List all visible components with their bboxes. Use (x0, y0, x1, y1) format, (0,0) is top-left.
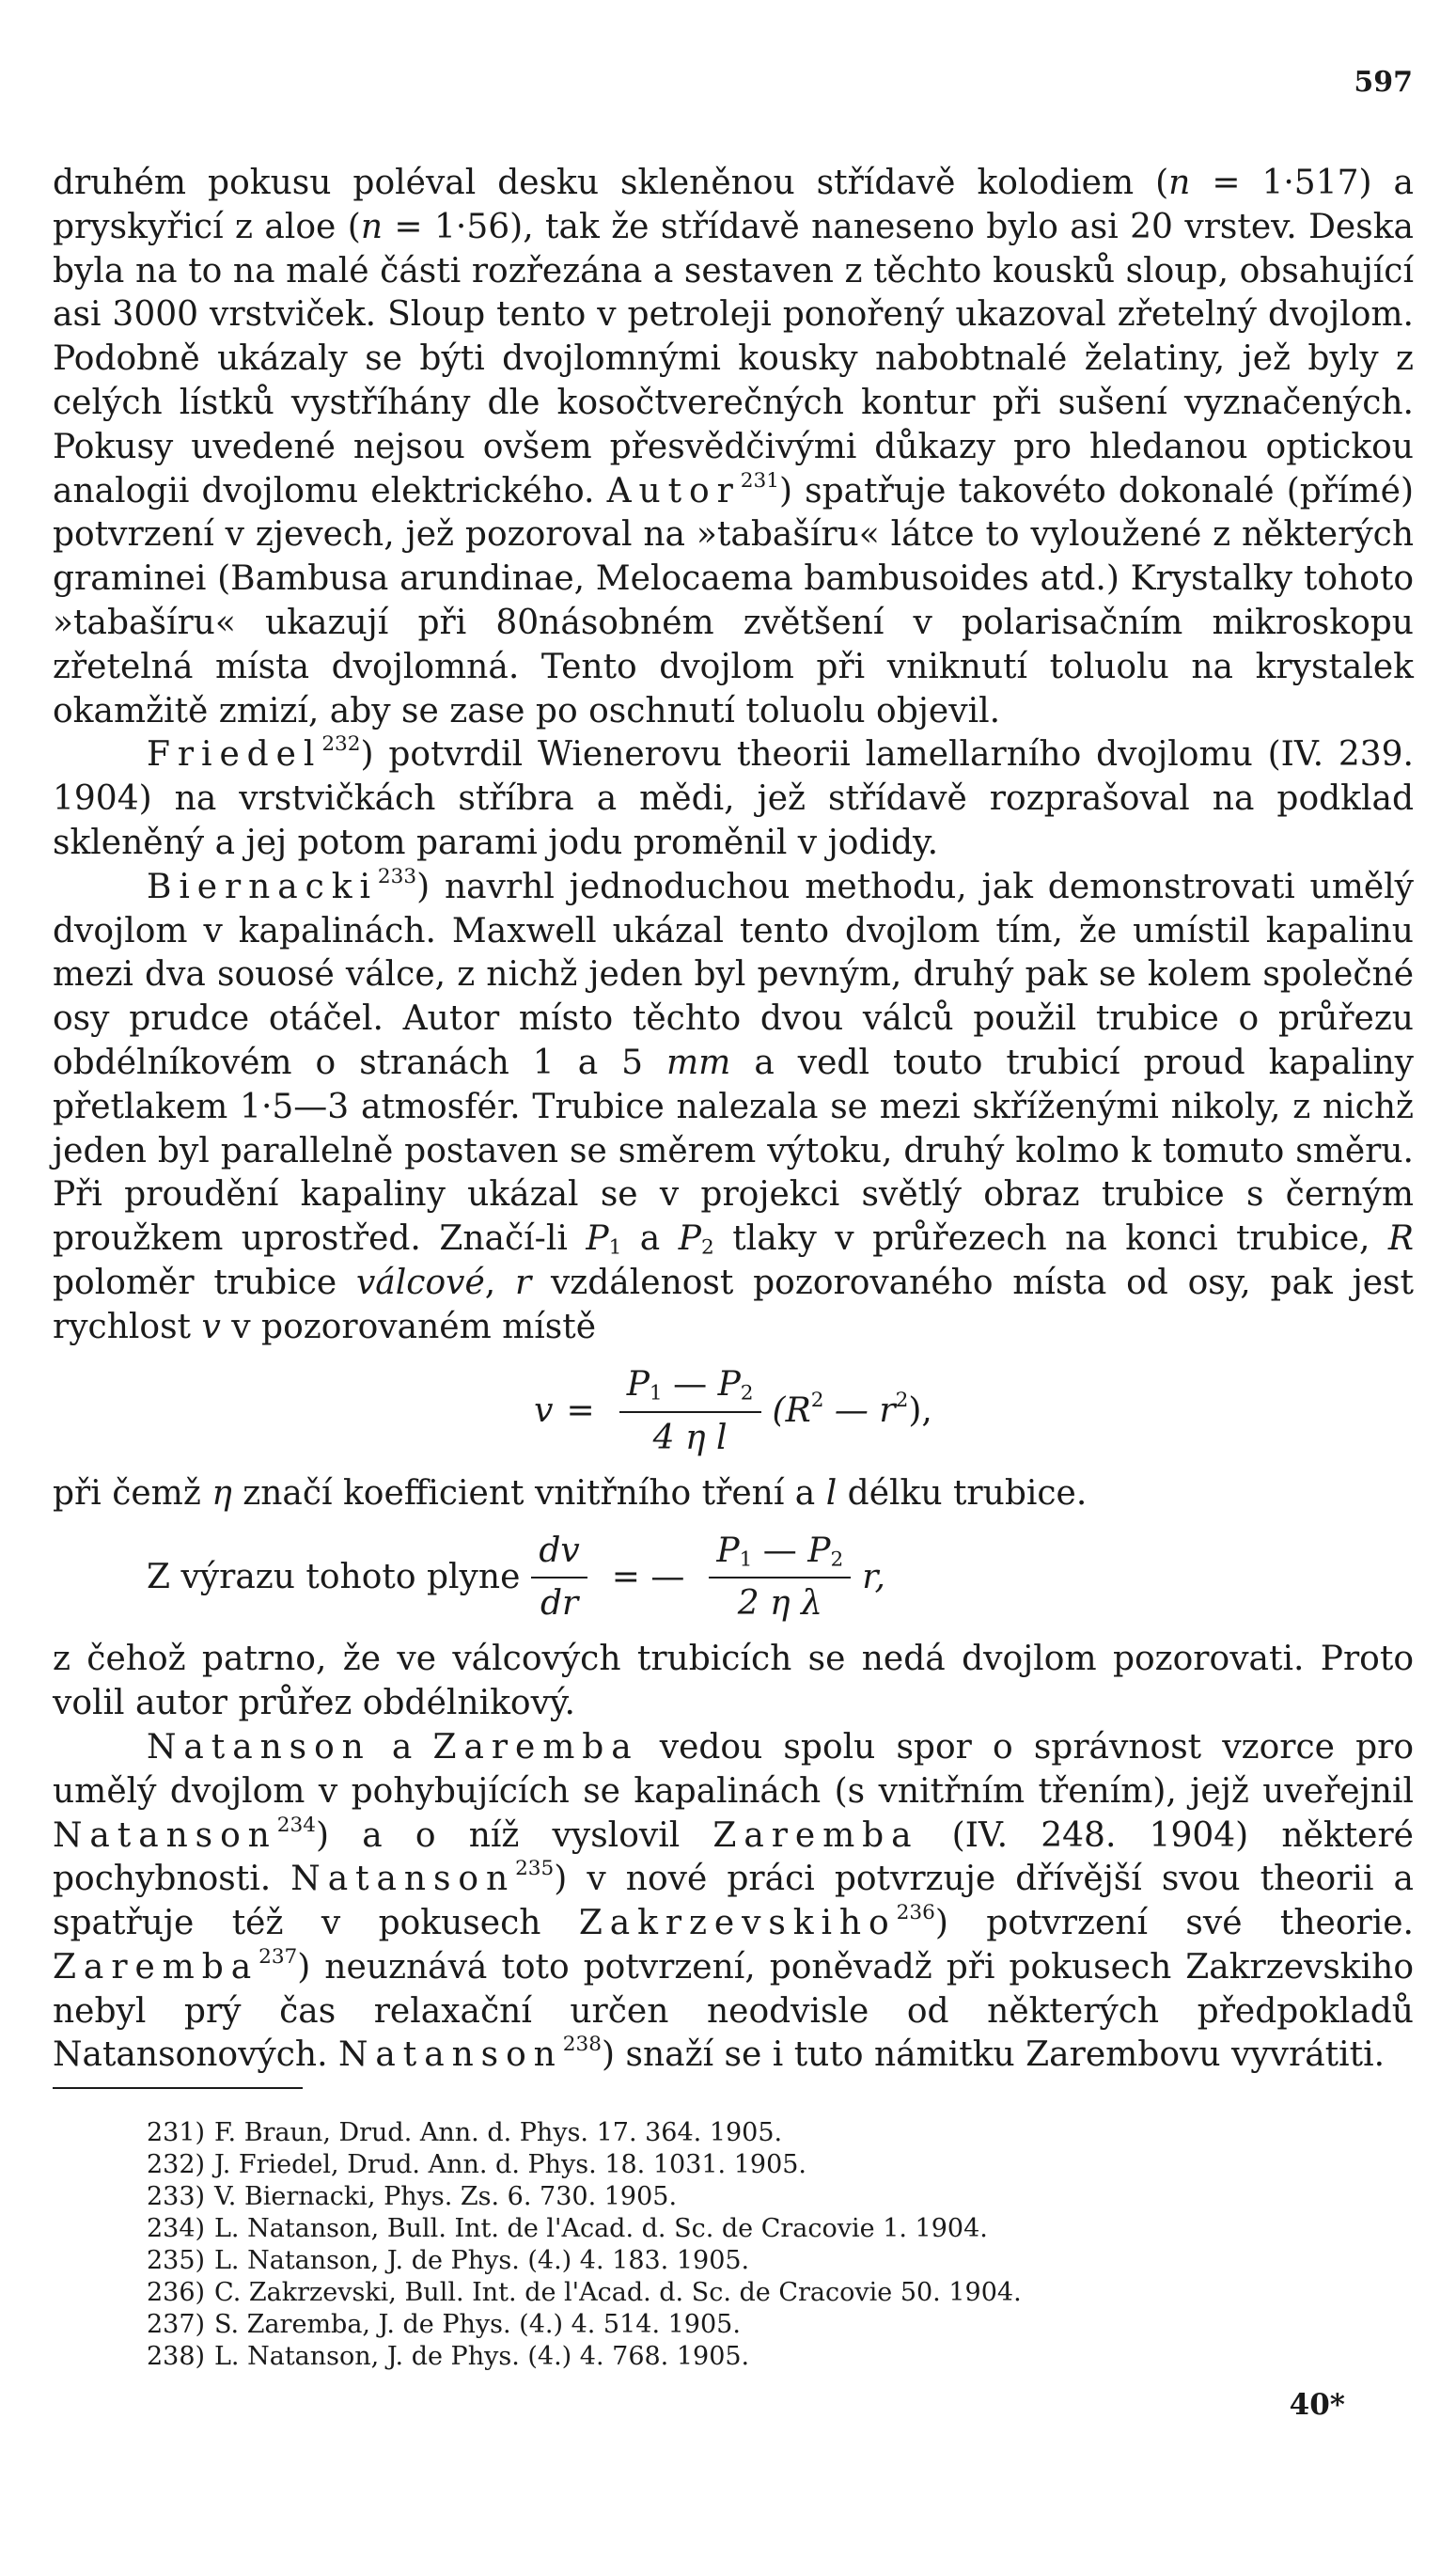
footnote-divider (53, 2087, 303, 2089)
author-name: Zaremba (712, 1815, 919, 1855)
footnote-ref: 231 (740, 468, 779, 493)
signature-mark: 40* (1289, 2388, 1345, 2422)
footnote-ref: 235 (515, 1857, 555, 1881)
author-name: Zakrzevskiho (578, 1904, 897, 1943)
footnote-ref: 236 (896, 1900, 935, 1924)
footnote: 238) L. Natanson, J. de Phys. (4.) 4. 768. 1905. (147, 2342, 750, 2371)
footnote: 236) C. Zakrzevski, Bull. Int. de l'Acad. d. Sc. de Cracovie 50. 1904. (147, 2278, 1022, 2307)
author-name: Natanson (53, 1815, 277, 1855)
paragraph-5: z čehož patrno, že ve válcových trubicích se nedá dvojlom pozorovati. Proto volil autor průřez obdélnikový. (53, 1640, 1414, 1723)
footnote-ref: 232 (321, 732, 361, 757)
footnote: 235) L. Natanson, J. de Phys. (4.) 4. 183. 1905. (147, 2246, 750, 2275)
author-name: Zaremba (432, 1727, 639, 1767)
paragraph-1: druhém pokusu poléval desku skleněnou střídavě kolodiem (n = 1·517) a pryskyřicí z aloe (n = 1·56), tak že střídavě naneseno bylo asi 20 vrstev. Deska byla na to na malé části rozřezána a sestaven z těchto kousků sloup, obsahující asi 3000 vrstviček. Sloup tento v petroleji ponořený ukazoval zřetelný dvojlom. Podobně ukázaly se býti dvojlomnými kousky nabobtnalé želatiny, jež byly z celých lístků vystříhány dle kosočtverečných kontur při sušení vyznačených. Pokusy uvedené nejsou ovšem přesvědčivými důkazy pro hledanou optickou analogii dvojlomu elektrického. Autor$^{231}$) spatřuje takovéto dokonalé (přímé) potvrzení v zjevech, jež pozoroval na »tabašíru« látce to vyloužené z některých graminei (Bambusa arundinae, Melocaema bambusoides atd.) Krystalky tohoto »tabašíru« ukazují při 80násobném zvětšení v polarisačním mikroskopu zřetelná místa dvojlomná. Tento dvojlom při vniknutí toluolu na krystalek okamžitě zmizí, aby se zase po oschnutí toluolu objevil. (53, 164, 1415, 730)
author-name: Natanson (338, 2035, 563, 2075)
paragraph-4: při čemž η značí koefficient vnitřního tření a l délku trubice. (53, 1473, 1088, 1513)
paragraph-3: Biernacki$^{233}$) navrhl jednoduchou methodu, jak demonstrovati umělý dvojlom v kapalinách. Maxwell ukázal tento dvojlom tím, že umístil kapalinu mezi dva souosé válce, z nichž jeden byl pevným, druhý pak se kolem společné osy prudce otáčel. Autor místo těchto dvou válců použil trubice o průřezu obdélníkovém o stranách 1 a 5 mm a vedl touto trubicí proud kapaliny přetlakem 1·5—3 atmosfér. Trubice nalezala se mezi skříženými nikoly, z nichž jeden byl parallelně postaven se směrem výtoku, druhý kolmo k tomuto směru. Při proudění kapaliny ukázal se v projekci světlý obraz trubice s černým proužkem uprostřed. Značí-li $P_1$ a $P_2$ tlaky v průřezech na konci trubice, R poloměr trubice válcové, r vzdálenost pozorovaného místa od osy, pak jest rychlost v v pozorovaném místě (53, 864, 1414, 1346)
paragraph-2: Friedel$^{232}$) potvrdil Wienerovu theorii lamellarního dvojlomu (IV. 239. 1904) na vrstvičkách stříbra a mědi, jež střídavě rozprašoval na podklad skleněný a jej potom parami jodu proměnil v jodidy. (53, 732, 1414, 862)
footnote-ref: 233 (377, 864, 417, 888)
author-name: Natanson (290, 1860, 516, 1899)
fraction: $\frac{P_1 — P_2}{\text{4 η l}}$ (619, 1363, 761, 1461)
author-name: Autor (606, 471, 741, 510)
paragraph-6: Natanson a Zaremba vedou spolu spor o správnost vzorce pro umělý dvojlom v pohybujících se kapalinách (s vnitřním třením), jejž uveřejnil Natanson$^{234}$) a o níž vyslovil Zaremba (IV. 248. 1904) některé pochybnosti. Natanson$^{235}$) v nové práci potvrzuje dřívější svou theorii a spatřuje též v pokusech Zakrzevskiho$^{236}$) potvrzení své theorie. Zaremba$^{237}$) neuznává toto potvrzení, poněvadž při pokusech Zakrzevskiho nebyl prý čas relaxační určen neodvisle od některých předpokladů Natansonových. Natanson$^{238}$) snaží se i tuto námitku Zarembovu vyvrátiti. (53, 1727, 1415, 2075)
footnote-ref: 234 (276, 1813, 316, 1837)
author-name: Natanson (147, 1727, 371, 1767)
article-body (53, 162, 1414, 2078)
author-name: Biernacki (147, 867, 378, 906)
fraction: $\frac{dv}{dr}$ (531, 1530, 587, 1627)
equation-derivative: Z výrazu tohoto plyne $\frac{dv}{dr}$ = — $\frac{P_1 — P_2}{\text{2 η λ}}$ r, (53, 1517, 1414, 1638)
author-name: Zaremba (53, 1947, 259, 1987)
fraction: $\frac{P_1 — P_2}{\text{2 η λ}}$ (709, 1530, 851, 1627)
equation-velocity: v = $\frac{P_1 — P_2}{\text{4 η l}}$ ($R^2$ — $r^2$), (53, 1352, 1414, 1472)
footnotes (147, 2117, 1369, 2373)
footnote: 234) L. Natanson, Bull. Int. de l'Acad. d. Sc. de Cracovie 1. 1904. (147, 2214, 988, 2243)
footnote-ref: 238 (562, 2033, 602, 2057)
footnote: 231) F. Braun, Drud. Ann. d. Phys. 17. 364. 1905. (147, 2118, 783, 2147)
footnote: 237) S. Zaremba, J. de Phys. (4.) 4. 514. 1905. (147, 2310, 741, 2339)
footnote: 232) J. Friedel, Drud. Ann. d. Phys. 18. 1031. 1905. (147, 2150, 807, 2179)
footnote: 233) V. Biernacki, Phys. Zs. 6. 730. 1905. (147, 2182, 678, 2211)
footnote-ref: 237 (258, 1944, 298, 1969)
author-name: Friedel (147, 735, 322, 775)
page-number: 597 (1354, 66, 1413, 99)
